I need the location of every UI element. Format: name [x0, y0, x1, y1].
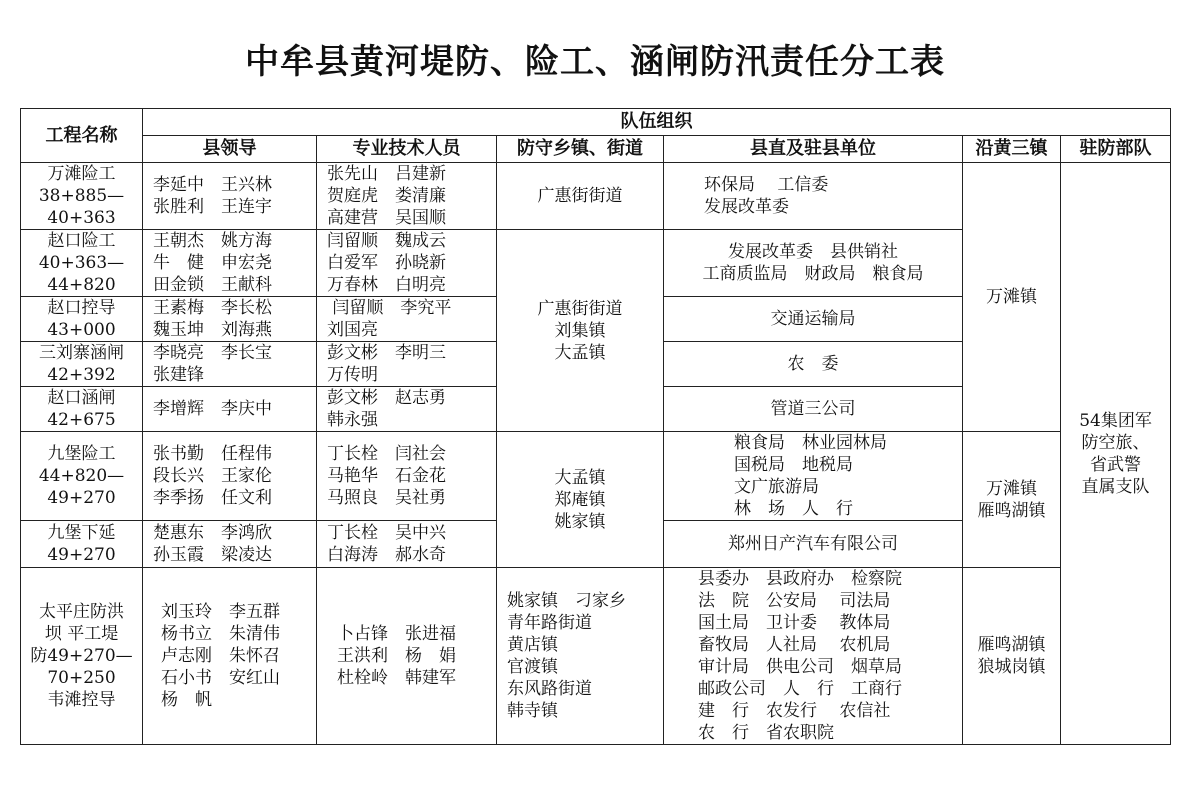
leaders-cell: 李晓亮 李长宝 张建锋	[143, 342, 317, 387]
table-row	[21, 432, 1171, 521]
leaders-cell: 刘玉玲 李五群 杨书立 朱清伟 卢志刚 朱怀召 石小书 安红山 杨 帆	[143, 568, 317, 745]
tech-staff-cell: 彭文彬 赵志勇 韩永强	[317, 387, 497, 432]
tech-staff-cell: 张先山 吕建新 贺庭虎 娄清廉 高建营 吴国顺	[317, 163, 497, 230]
tech-staff-cell: 丁长栓 吴中兴 白海涛 郝水奇	[317, 521, 497, 568]
header-river-towns: 沿黄三镇	[963, 136, 1061, 163]
leaders-cell: 李增辉 李庆中	[143, 387, 317, 432]
project-name-cell: 赵口险工 40+363— 44+820	[21, 230, 143, 297]
leaders-cell: 李延中 王兴林 张胜利 王连宇	[143, 163, 317, 230]
header-tech-staff: 专业技术人员	[317, 136, 497, 163]
project-name-cell: 九堡险工 44+820— 49+270	[21, 432, 143, 521]
tech-staff-cell: 卜占锋 张进福 王洪利 杨 娟 杜栓岭 韩建军	[317, 568, 497, 745]
tech-staff-cell: 彭文彬 李明三 万传明	[317, 342, 497, 387]
county-units-cell: 环保局 工信委 发展改革委	[664, 163, 963, 230]
leaders-cell: 楚惠东 李鸿欣 孙玉霞 梁凌达	[143, 521, 317, 568]
project-name-cell: 万滩险工 38+885— 40+363	[21, 163, 143, 230]
project-name-cell: 赵口控导 43+000	[21, 297, 143, 342]
county-units-cell: 县委办 县政府办 检察院 法 院 公安局 司法局 国土局 卫计委 教体局 畜牧局 人社局 农机局 审计局 供电公司 烟草局 邮政公司 人 行 工商行 建 行 农发行 农信社 农 行 省农职院	[664, 568, 963, 745]
duty-table	[20, 108, 1171, 745]
defense-towns-cell: 大孟镇 郑庵镇 姚家镇	[497, 432, 664, 568]
header-defense-towns: 防守乡镇、街道	[497, 136, 664, 163]
header-team-org: 队伍组织	[143, 109, 1171, 136]
county-units-cell: 粮食局 林业园林局 国税局 地税局 文广旅游局 林 场 人 行	[664, 432, 963, 521]
county-units-cell: 农 委	[664, 342, 963, 387]
river-towns-cell: 万滩镇 雁鸣湖镇	[963, 432, 1061, 568]
county-units-cell: 郑州日产汽车有限公司	[664, 521, 963, 568]
header-county-units: 县直及驻县单位	[664, 136, 963, 163]
defense-towns-cell: 广惠街街道 刘集镇 大孟镇	[497, 230, 664, 432]
header-garrison: 驻防部队	[1061, 136, 1171, 163]
table-row	[21, 568, 1171, 745]
table-row	[21, 163, 1171, 230]
river-towns-cell: 万滩镇	[963, 163, 1061, 432]
project-name-cell: 九堡下延 49+270	[21, 521, 143, 568]
project-name-cell: 三刘寨涵闸 42+392	[21, 342, 143, 387]
page-title: 中牟县黄河堤防、险工、涵闸防汛责任分工表	[245, 42, 945, 82]
river-towns-cell: 雁鸣湖镇 狼城岗镇	[963, 568, 1061, 745]
tech-staff-cell: 闫留顺 魏成云 白爱军 孙晓新 万春林 白明亮	[317, 230, 497, 297]
leaders-cell: 张书勤 任程伟 段长兴 王家伦 李季扬 任文利	[143, 432, 317, 521]
county-units-cell: 发展改革委 县供销社 工商质监局 财政局 粮食局	[664, 230, 963, 297]
defense-towns-cell: 广惠街街道	[497, 163, 664, 230]
leaders-cell: 王素梅 李长松 魏玉坤 刘海燕	[143, 297, 317, 342]
tech-staff-cell: 丁长栓 闫社会 马艳华 石金花 马照良 吴社勇	[317, 432, 497, 521]
project-name-cell: 赵口涵闸 42+675	[21, 387, 143, 432]
header-county-leaders: 县领导	[143, 136, 317, 163]
header-project-name: 工程名称	[21, 109, 143, 163]
defense-towns-cell: 姚家镇 刁家乡 青年路街道 黄店镇 官渡镇 东风路街道 韩寺镇	[497, 568, 664, 745]
county-units-cell: 交通运输局	[664, 297, 963, 342]
leaders-cell: 王朝杰 姚方海 牛 健 申宏尧 田金锁 王献科	[143, 230, 317, 297]
project-name-cell: 太平庄防洪 坝 平工堤 防49+270— 70+250 韦滩控导	[21, 568, 143, 745]
tech-staff-cell: 闫留顺 李究平 刘国亮	[317, 297, 497, 342]
garrison-cell: 54集团军 防空旅、 省武警 直属支队	[1061, 163, 1171, 745]
county-units-cell: 管道三公司	[664, 387, 963, 432]
